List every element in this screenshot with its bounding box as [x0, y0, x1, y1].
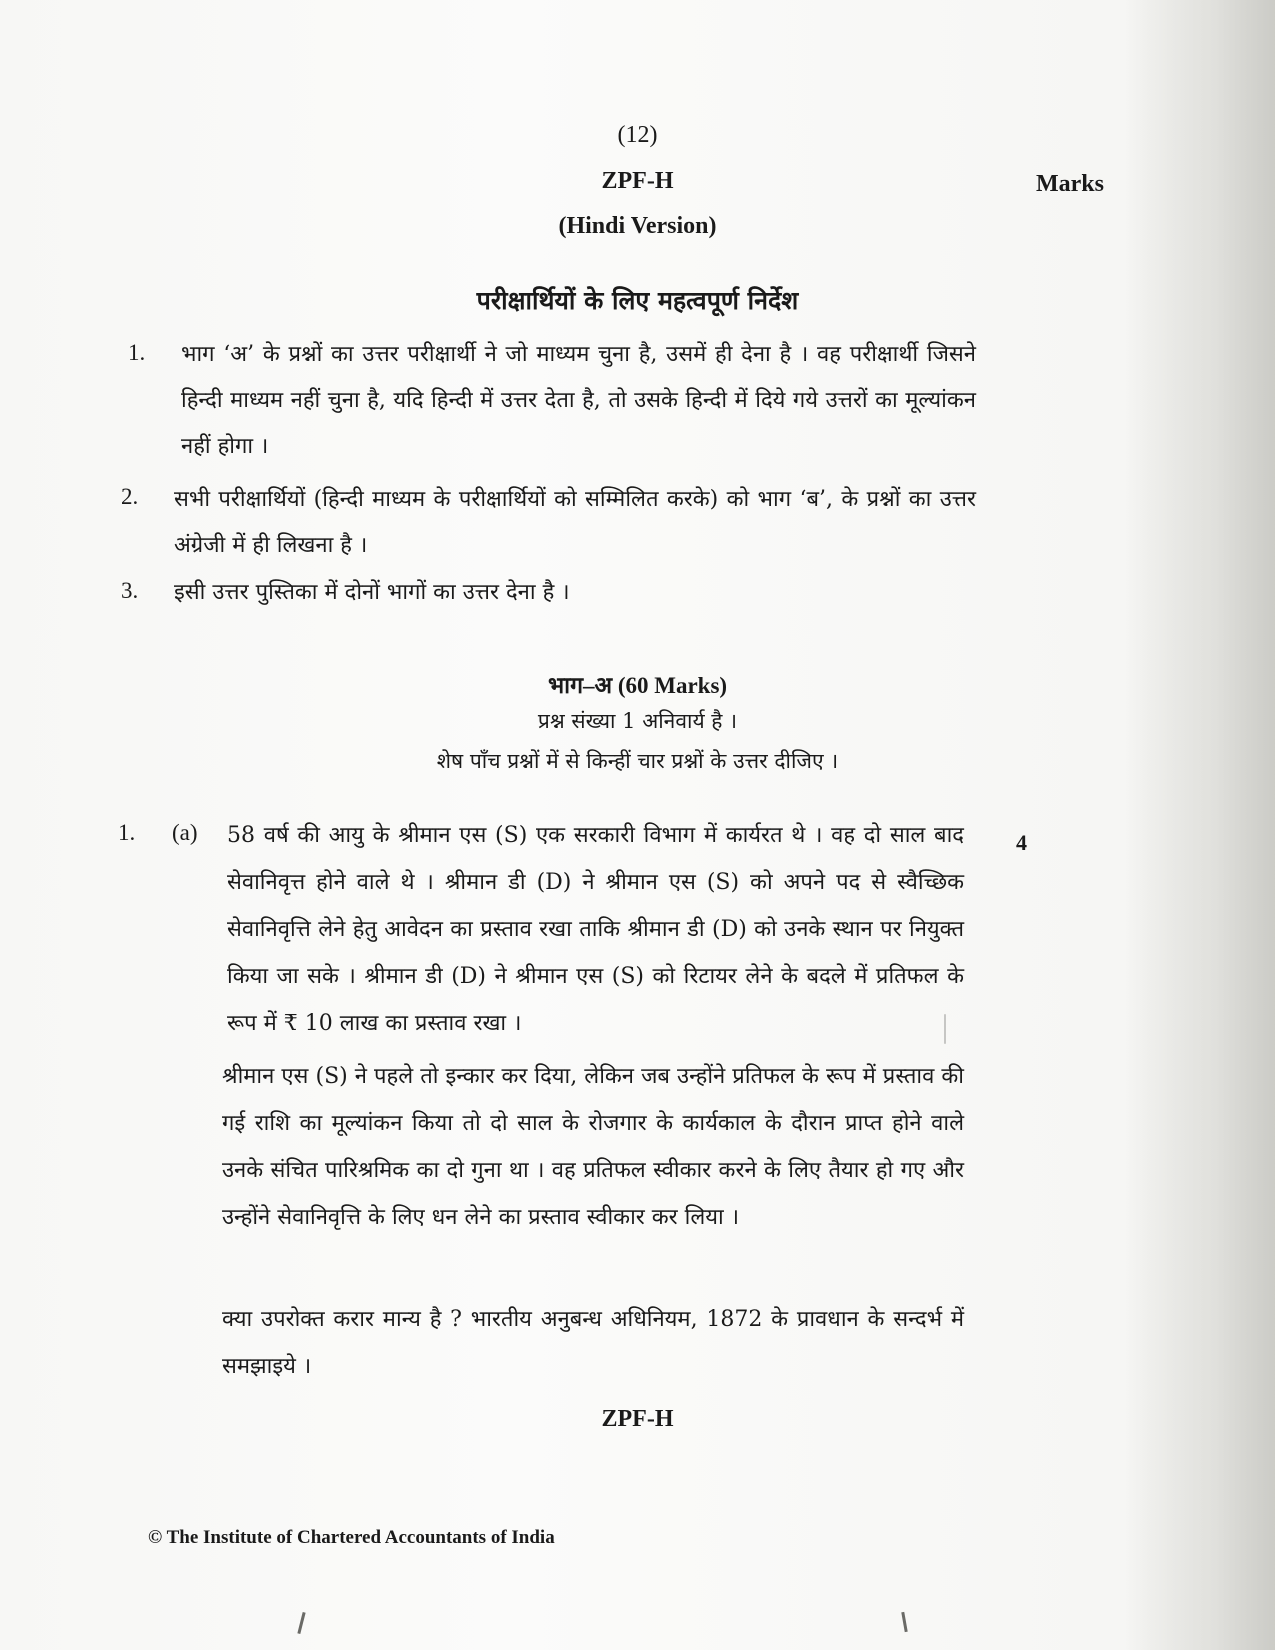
scan-artifact [297, 1612, 305, 1634]
copyright-notice: © The Institute of Chartered Accountants of India [148, 1527, 555, 1548]
question-paragraph: 58 वर्ष की आयु के श्रीमान एस (S) एक सरकारी विभाग में कार्यरत थे । वह दो साल बाद सेवानिवृत्त होने वाले थे । श्रीमान डी (D) ने श्रीमान एस (S) को अपने पद से स्वैच्छिक सेवानिवृत्ति लेने हेतु आवेदन का प्रस्ताव रखा ताकि श्रीमान डी (D) को उनके स्थान पर नियुक्त किया जा सके । श्रीमान डी (D) ने श्रीमान एस (S) को रिटायर लेने के बदले में प्रतिफल के रूप में ₹ 10 लाख का प्रस्ताव रखा । [227, 823, 964, 1036]
part-a-choice-note: शेष पाँच प्रश्नों में से किन्हीं चार प्रश्नों के उत्तर दीजिए । [436, 749, 839, 773]
scan-shadow [1125, 0, 1275, 1650]
paper-code-footer: ZPF-H [601, 1406, 674, 1432]
instruction-number: 2. [121, 484, 139, 509]
page-number: (12) [617, 122, 658, 148]
scan-artifact [901, 1612, 907, 1632]
marks-column-label: Marks [1036, 171, 1104, 197]
version-label: (Hindi Version) [558, 213, 717, 239]
instruction-number: 3. [121, 578, 139, 603]
instruction-text: भाग ‘अ’ के प्रश्नों का उत्तर परीक्षार्थी ने जो माध्यम चुना है, उसमें ही देना है । वह परीक्षार्थी जिसने हिन्दी माध्यम नहीं चुना है, यदि हिन्दी में उत्तर देता है, तो उसके हिन्दी में दिये गये उत्तरों का मूल्यांकन नहीं होगा । [181, 342, 976, 459]
instruction-text: इसी उत्तर पुस्तिका में दोनों भागों का उत्तर देना है । [174, 580, 570, 605]
question-number: 1. [118, 820, 136, 845]
instruction-text: सभी परीक्षार्थियों (हिन्दी माध्यम के परीक्षार्थियों को सम्मिलित करके) को भाग ‘ब’, के प्रश्नों का उत्तर अंग्रेजी में ही लिखना है । [174, 487, 976, 558]
instructions-title: परीक्षार्थियों के लिए महत्वपूर्ण निर्देश [476, 286, 799, 315]
question-subpart: (a) [172, 820, 198, 845]
part-a-heading: भाग–अ (60 Marks) [547, 673, 728, 698]
scan-artifact [944, 1014, 946, 1044]
instruction-number: 1. [128, 340, 146, 365]
question-prompt: क्या उपरोक्त करार मान्य है ? भारतीय अनुबन्ध अधिनियम, 1872 के प्रावधान के सन्दर्भ में समझाइये । [222, 1307, 964, 1379]
question-marks: 4 [1016, 830, 1027, 855]
part-a-compulsory-note: प्रश्न संख्या 1 अनिवार्य है । [537, 709, 738, 733]
question-paragraph: श्रीमान एस (S) ने पहले तो इन्कार कर दिया, लेकिन जब उन्होंने प्रतिफल के रूप में प्रस्ताव की गई राशि का मूल्यांकन किया तो दो साल के रोजगार के कार्यकाल के दौरान प्राप्त होने वाले उनके संचित पारिश्रमिक का दो गुना था । वह प्रतिफल स्वीकार करने के लिए तैयार हो गए और उन्होंने सेवानिवृत्ति के लिए धन लेने का प्रस्ताव स्वीकार कर लिया । [222, 1064, 964, 1230]
paper-code-header: ZPF-H [601, 168, 674, 194]
